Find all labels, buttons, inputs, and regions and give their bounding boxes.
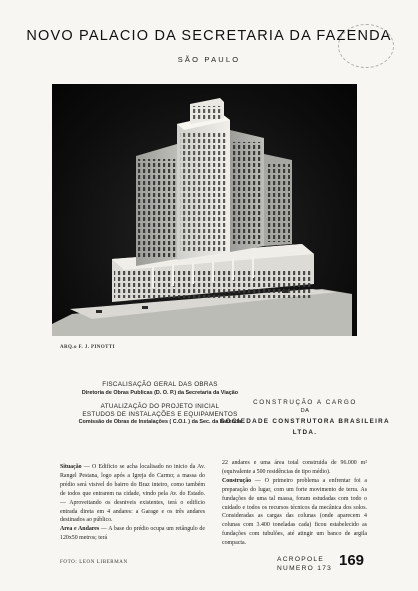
page-number: 169 xyxy=(339,552,365,569)
magazine-info xyxy=(277,556,332,574)
construcao-label: Construção xyxy=(222,477,252,484)
library-stamp xyxy=(338,24,394,68)
construction-company: SOCIEDADE CONSTRUTORA BRASILEIRA LTDA. xyxy=(220,418,390,436)
credit-diretoria: Diretoria de Obras Publicas (D. O. P.) da Secretaria da Viação xyxy=(81,389,239,396)
situacao-text: — O Edificio se acha localisado no inicio da Av. Rangel Pestana, logo após a Igreja do Carmo; a massa do prédio será visivel do bairro do Braz inteiro, como também de todos que entrarem na cidade, vindo pela Av. do Estado. — Aproveitando os desniveis existentes, terá o edificio entrada direta em 4 andares: a Garage e os três andares destinados ao público. xyxy=(60,464,205,524)
photo-credit: FOTO: LEON LIBERMAN xyxy=(60,560,128,565)
page-subtitle: SÃO PAULO xyxy=(177,55,241,64)
credit-fiscalizacao: FISCALISAÇÃO GERAL DAS OBRAS xyxy=(102,381,218,388)
body-column-left xyxy=(60,463,205,543)
area-label: Area e Andares xyxy=(60,526,100,533)
magazine-name: ACROPOLE xyxy=(277,556,325,563)
credit-atualizacao-1: ATUALIZAÇÃO DO PROJETO INICIAL xyxy=(100,402,220,410)
page-title: NOVO PALACIO DA SECRETARIA DA FAZENDA xyxy=(26,28,392,44)
body-column-right xyxy=(222,459,367,548)
building-model-photo xyxy=(52,84,357,336)
architect-credit: ARQ.o F. J. PINOTTI xyxy=(60,345,115,350)
construction-credit xyxy=(215,398,395,438)
credit-atualizacao-2: ESTUDOS DE INSTALAÇÕES E EQUIPAMENTOS xyxy=(82,410,238,418)
credit-comissao: Comissão de Obras de Instalações ( C.O.I. ) da Sec. da Fazenda xyxy=(78,419,242,426)
construction-line-2: DA xyxy=(300,408,310,414)
construction-line-1: CONSTRUÇÃO A CARGO xyxy=(253,399,357,406)
building-model-illustration xyxy=(52,84,357,336)
construcao-text: — O primeiro problema a enfrentar foi a preparação do lugar, com um forte movimento de terra. As fundações de uma tal massa, foram estudadas com todo o cuidado e todos os recursos técnicos da mecânica dos solos. Consideradas as cargas das colunas (onde aparecem 4 colunas com 3.400 toneladas cada) ficou estabelecido as fundações com tubulões, até atingir um banco de argila compacta. xyxy=(222,477,367,547)
magazine-number: NUMERO 173 xyxy=(277,564,333,572)
situacao-label: Situação xyxy=(60,464,82,470)
area-text: — A base do prédio ocupa um retângulo de 120x50 metros; terá xyxy=(60,526,205,542)
area-continuation: 22 andares e uma área total construida de 96.000 m² (equivalente a 500 residências de tipo médio). xyxy=(222,460,367,475)
